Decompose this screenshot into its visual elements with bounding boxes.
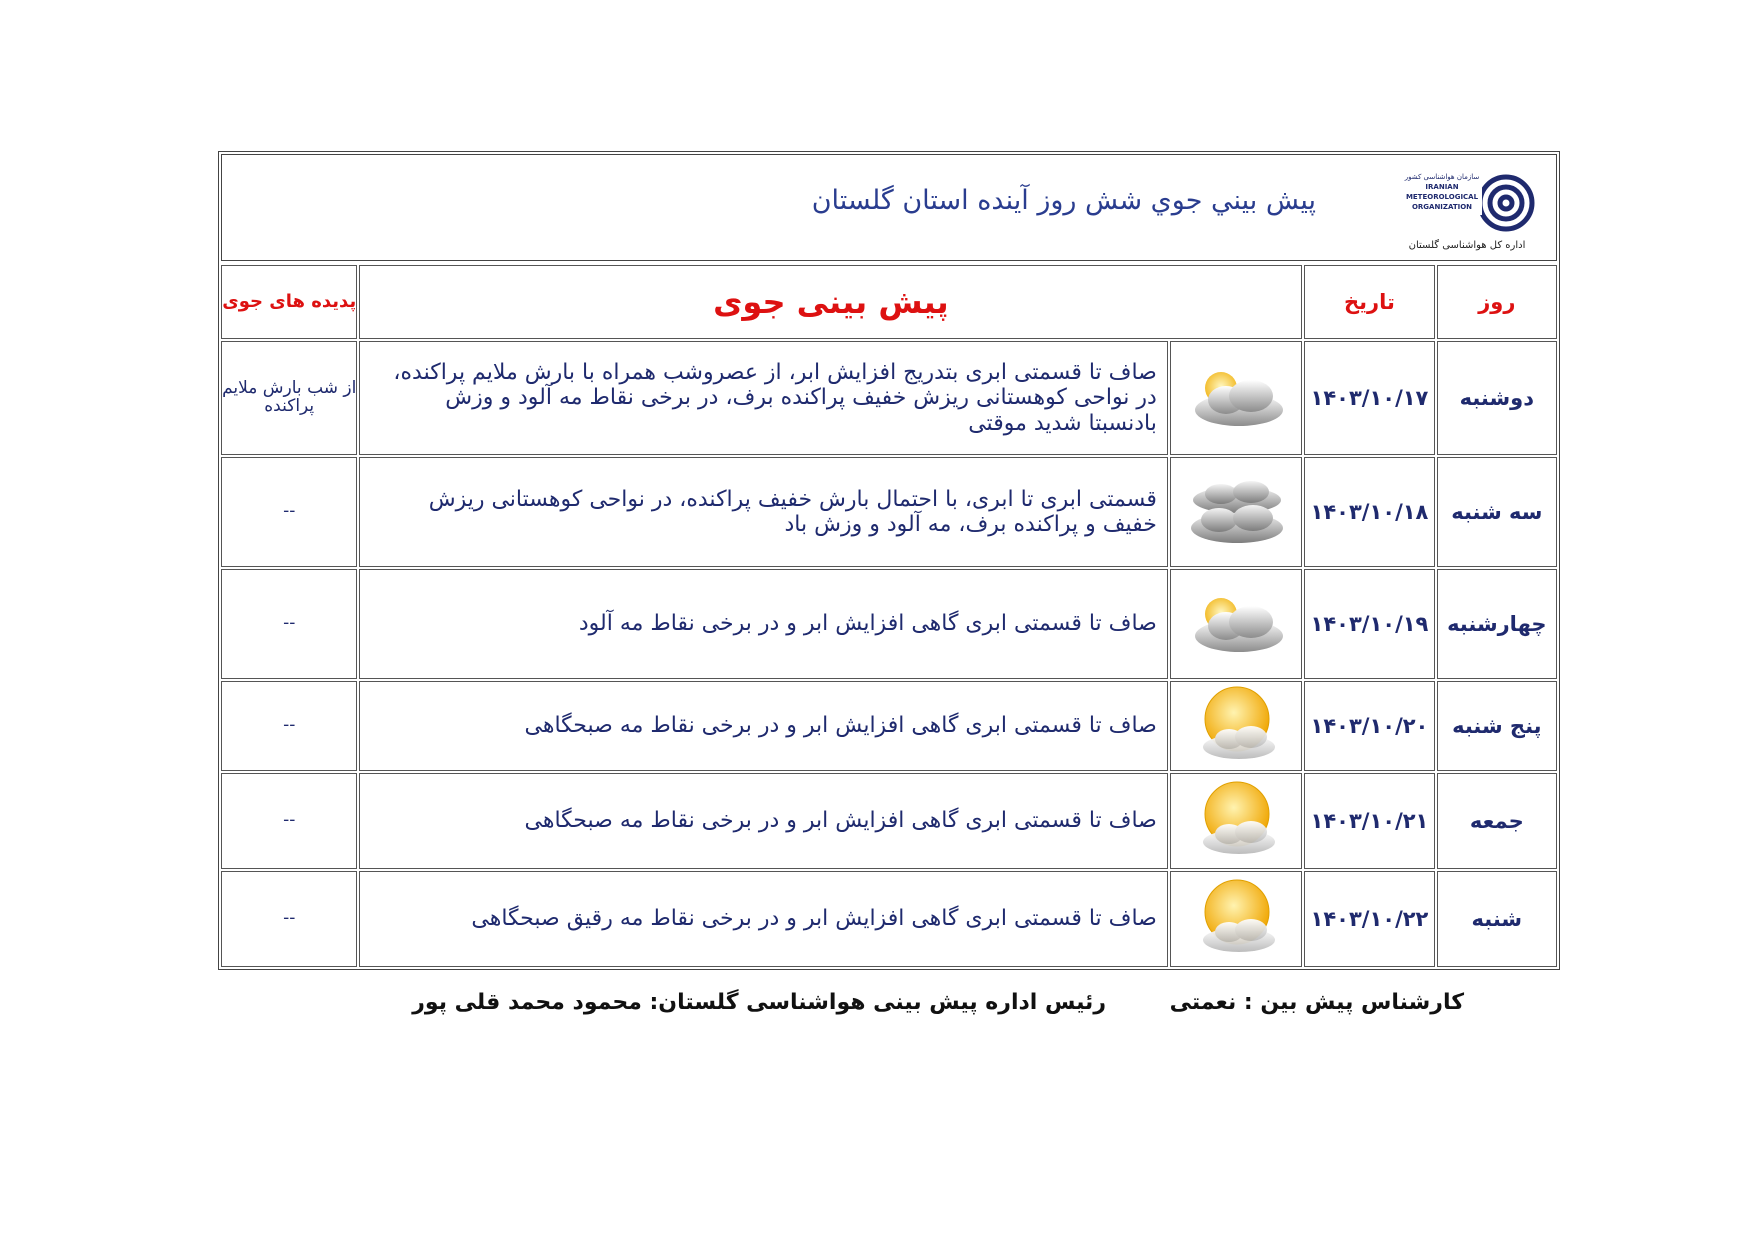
row-day: شنبه (1437, 871, 1557, 967)
logo-caption: اداره کل هواشناسی گلستان (1408, 240, 1526, 251)
header-forecast: پیش بینی جوی (359, 265, 1302, 339)
row-phenomena: -- (221, 773, 357, 869)
row-day: چهارشنبه (1437, 569, 1557, 679)
row-date: ۱۴۰۳/۱۰/۱۷ (1304, 341, 1434, 455)
table-row (221, 457, 1557, 567)
row-phenomena: از شب بارش ملایم پراکنده (221, 341, 357, 455)
weather-icon-cell (1170, 681, 1302, 771)
row-forecast: صاف تا قسمتی ابری بتدریج افزایش ابر، از عصروشب همراه با بارش ملایم پراکنده، در نواحی کوهستانی ریزش خفیف پراکنده برف، در برخی نقاط مه آلود و وزش بادنسبتا شدید موقتی (359, 341, 1167, 455)
row-forecast: صاف تا قسمتی ابری گاهی افزایش ابر و در برخی نقاط مه صبحگاهی (359, 681, 1167, 771)
row-date: ۱۴۰۳/۱۰/۱۹ (1304, 569, 1434, 679)
table-header-row (221, 265, 1557, 339)
forecast-rows (221, 341, 1557, 967)
header-date: تاریخ (1304, 265, 1434, 339)
weather-icon-cell (1170, 341, 1302, 455)
header-day: روز (1437, 265, 1557, 339)
sun-with-cloud-icon (1171, 876, 1301, 962)
meteorological-logo-icon (1398, 165, 1536, 237)
row-day: پنج شنبه (1437, 681, 1557, 771)
partly-cloudy-sun-icon (1171, 584, 1301, 664)
department-head-credit: رئیس اداره پیش بینی هواشناسی گلستان: محمود محمد قلی پور (412, 990, 1106, 1015)
forecaster-credit: کارشناس پیش بین : نعمتی (1169, 990, 1464, 1015)
forecast-sheet (218, 151, 1560, 970)
row-date: ۱۴۰۳/۱۰/۲۲ (1304, 871, 1434, 967)
partly-cloudy-sun-icon (1171, 358, 1301, 438)
forecast-table (219, 263, 1559, 969)
sun-with-cloud-icon (1171, 683, 1301, 769)
sun-with-cloud-icon (1171, 778, 1301, 864)
organization-logo (1398, 165, 1536, 251)
logo-text-en-1: IRANIAN (1425, 183, 1459, 191)
table-row (221, 871, 1557, 967)
row-forecast: صاف تا قسمتی ابری گاهی افزایش ابر و در برخی نقاط مه آلود (359, 569, 1167, 679)
table-row (221, 341, 1557, 455)
row-phenomena: -- (221, 569, 357, 679)
cloudy-icon (1171, 472, 1301, 552)
row-phenomena: -- (221, 681, 357, 771)
footer (0, 990, 1754, 1030)
weather-icon-cell (1170, 569, 1302, 679)
row-date: ۱۴۰۳/۱۰/۲۰ (1304, 681, 1434, 771)
row-day: سه شنبه (1437, 457, 1557, 567)
row-forecast: صاف تا قسمتی ابری گاهی افزایش ابر و در برخی نقاط مه رقیق صبحگاهی (359, 871, 1167, 967)
sheet-header (221, 154, 1557, 261)
row-date: ۱۴۰۳/۱۰/۱۸ (1304, 457, 1434, 567)
weather-icon-cell (1170, 457, 1302, 567)
table-row (221, 569, 1557, 679)
row-forecast: صاف تا قسمتی ابری گاهی افزایش ابر و در برخی نقاط مه صبحگاهی (359, 773, 1167, 869)
weather-icon-cell (1170, 773, 1302, 869)
page-title: پيش بيني جوي شش روز آينده استان گلستان (811, 185, 1316, 216)
logo-text-fa: سازمان هواشناسی کشور (1404, 173, 1480, 181)
table-row (221, 773, 1557, 869)
weather-icon-cell (1170, 871, 1302, 967)
row-forecast: قسمتی ابری تا ابری، با احتمال بارش خفیف پراکنده، در نواحی کوهستانی ریزش خفیف و پراکنده برف، مه آلود و وزش باد (359, 457, 1167, 567)
logo-text-en-2: METEOROLOGICAL (1405, 193, 1479, 201)
logo-text-en-3: ORGANIZATION (1411, 203, 1473, 211)
row-date: ۱۴۰۳/۱۰/۲۱ (1304, 773, 1434, 869)
header-phenomena: پدیده های جوی (221, 265, 357, 339)
table-row (221, 681, 1557, 771)
row-day: دوشنبه (1437, 341, 1557, 455)
row-day: جمعه (1437, 773, 1557, 869)
row-phenomena: -- (221, 457, 357, 567)
row-phenomena: -- (221, 871, 357, 967)
